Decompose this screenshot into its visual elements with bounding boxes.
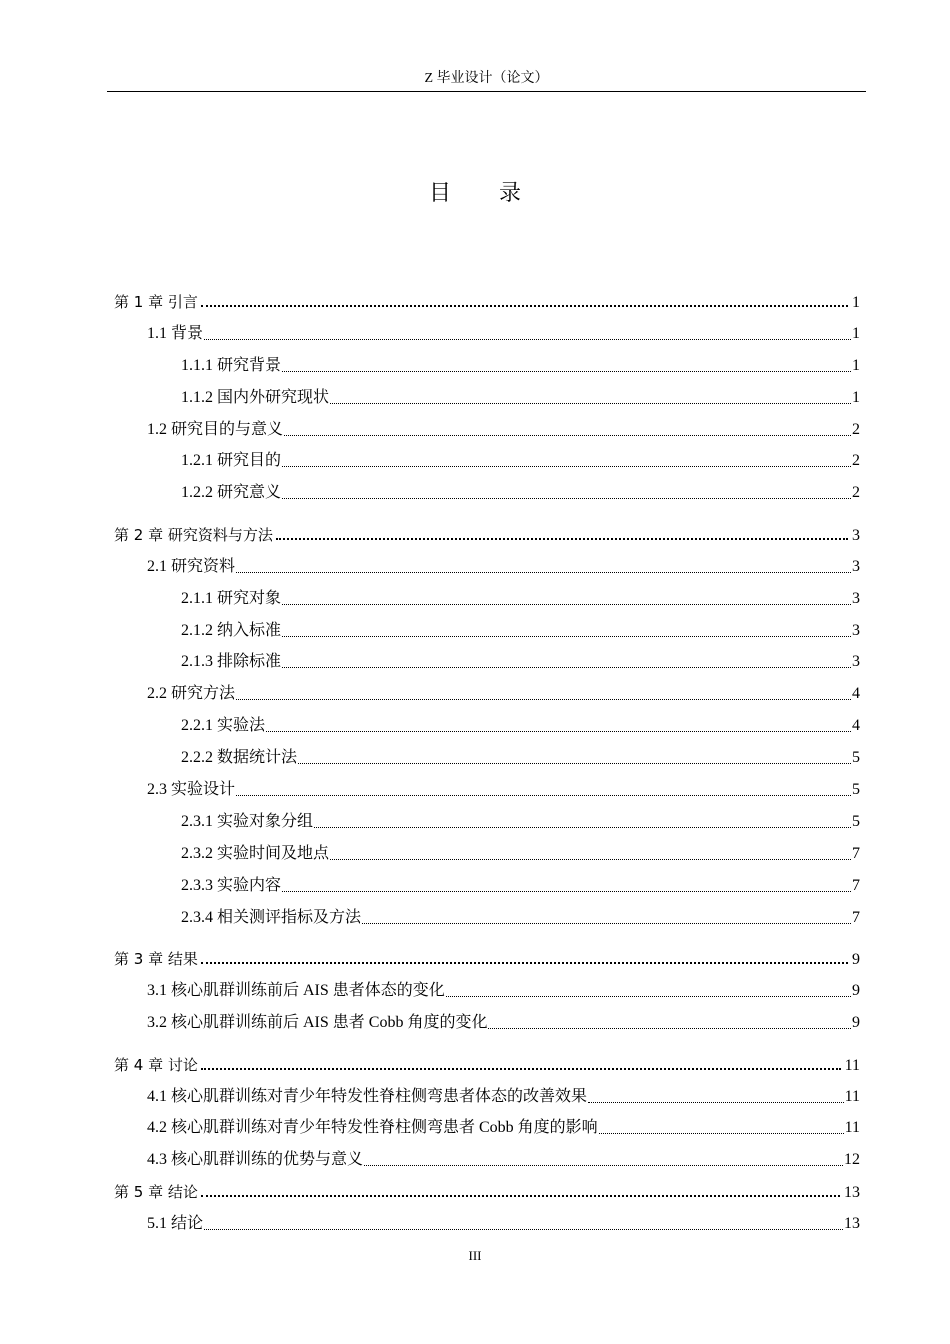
toc-dot-leader bbox=[599, 1127, 844, 1134]
toc-entry-page: 4 bbox=[852, 685, 860, 702]
toc-entry-label: 2.3.2 实验时间及地点 bbox=[181, 845, 330, 862]
toc-entry[interactable] bbox=[181, 714, 860, 738]
toc-dot-leader bbox=[362, 917, 851, 924]
toc-entry-label: 1.1 背景 bbox=[147, 325, 204, 342]
toc-entry-label: 第 4 章 讨论 bbox=[114, 1056, 198, 1074]
toc-entry-page: 3 bbox=[852, 527, 860, 544]
toc-entry[interactable] bbox=[147, 1148, 860, 1172]
toc-entry-label: 2.3.4 相关测评指标及方法 bbox=[181, 909, 362, 926]
toc-dot-leader bbox=[314, 821, 851, 828]
toc-entry[interactable] bbox=[147, 1116, 860, 1140]
toc-entry[interactable] bbox=[114, 947, 860, 971]
toc-dot-leader bbox=[282, 661, 851, 668]
toc-dot-leader bbox=[204, 333, 851, 340]
toc-dot-leader bbox=[284, 429, 851, 436]
toc-entry[interactable] bbox=[147, 555, 860, 579]
toc-dot-leader bbox=[201, 956, 848, 964]
toc-entry[interactable] bbox=[147, 1085, 860, 1109]
toc-entry-page: 3 bbox=[852, 590, 860, 607]
toc-dot-leader bbox=[282, 492, 851, 499]
toc-entry-page: 9 bbox=[852, 1014, 860, 1031]
toc-dot-leader bbox=[282, 598, 851, 605]
toc-entry-label: 第 3 章 结果 bbox=[114, 950, 198, 968]
toc-entry-page: 3 bbox=[852, 622, 860, 639]
toc-entry[interactable] bbox=[147, 1212, 860, 1236]
toc-dot-leader bbox=[330, 853, 851, 860]
toc-entry-label: 2.3.3 实验内容 bbox=[181, 877, 282, 894]
toc-entry-label: 5.1 结论 bbox=[147, 1215, 204, 1232]
toc-entry-label: 4.3 核心肌群训练的优势与意义 bbox=[147, 1151, 364, 1168]
toc-entry[interactable] bbox=[147, 322, 860, 346]
toc-entry-page: 2 bbox=[852, 452, 860, 469]
toc-entry-page: 11 bbox=[844, 1088, 860, 1105]
toc-entry[interactable] bbox=[147, 979, 860, 1003]
toc-entry-page: 4 bbox=[852, 717, 860, 734]
toc-dot-leader bbox=[364, 1159, 843, 1166]
toc-entry-label: 1.1.2 国内外研究现状 bbox=[181, 389, 330, 406]
toc-entry-label: 2.1.3 排除标准 bbox=[181, 653, 282, 670]
toc-entry-page: 1 bbox=[852, 357, 860, 374]
toc-entry-label: 2.2.2 数据统计法 bbox=[181, 749, 298, 766]
toc-entry-page: 2 bbox=[852, 484, 860, 501]
toc-entry-page: 1 bbox=[852, 389, 860, 406]
toc-entry[interactable] bbox=[181, 874, 860, 898]
toc-dot-leader bbox=[236, 693, 851, 700]
toc-entry-page: 13 bbox=[844, 1184, 860, 1201]
toc-entry-page: 1 bbox=[852, 294, 860, 311]
toc-entry-label: 第 1 章 引言 bbox=[114, 293, 198, 311]
toc-dot-leader bbox=[276, 532, 848, 540]
toc-title: 目录 bbox=[428, 181, 569, 206]
toc-entry-label: 2.1 研究资料 bbox=[147, 558, 236, 575]
toc-entry[interactable] bbox=[181, 906, 860, 930]
toc-dot-leader bbox=[201, 299, 848, 307]
page-header: Z 毕业设计（论文） bbox=[424, 71, 549, 86]
toc-entry-label: 第 5 章 结论 bbox=[114, 1183, 198, 1201]
toc-entry-page: 1 bbox=[852, 325, 860, 342]
toc-entry-page: 12 bbox=[844, 1151, 860, 1168]
toc-entry-label: 3.2 核心肌群训练前后 AIS 患者 Cobb 角度的变化 bbox=[147, 1014, 488, 1031]
toc-entry-label: 1.1.1 研究背景 bbox=[181, 357, 282, 374]
toc-entry[interactable] bbox=[114, 290, 860, 314]
toc-entry[interactable] bbox=[147, 1011, 860, 1035]
toc-entry-page: 11 bbox=[844, 1057, 860, 1074]
toc-entry-page: 5 bbox=[852, 749, 860, 766]
toc-entry-page: 7 bbox=[852, 845, 860, 862]
toc-entry-page: 13 bbox=[844, 1215, 860, 1232]
toc-entry-label: 1.2 研究目的与意义 bbox=[147, 421, 284, 438]
toc-entry[interactable] bbox=[181, 481, 860, 505]
toc-dot-leader bbox=[298, 757, 851, 764]
toc-entry[interactable] bbox=[181, 354, 860, 378]
toc-dot-leader bbox=[330, 397, 851, 404]
toc-entry-page: 7 bbox=[852, 877, 860, 894]
toc-entry-page: 11 bbox=[844, 1119, 860, 1136]
toc-entry-page: 9 bbox=[852, 982, 860, 999]
toc-dot-leader bbox=[201, 1062, 841, 1070]
toc-dot-leader bbox=[282, 630, 851, 637]
toc-entry[interactable] bbox=[181, 650, 860, 674]
toc-entry-label: 2.2 研究方法 bbox=[147, 685, 236, 702]
toc-dot-leader bbox=[204, 1223, 843, 1230]
toc-entry-label: 2.1.1 研究对象 bbox=[181, 590, 282, 607]
toc-entry[interactable] bbox=[147, 778, 860, 802]
toc-entry[interactable] bbox=[181, 386, 860, 410]
toc-dot-leader bbox=[488, 1022, 851, 1029]
toc-entry[interactable] bbox=[181, 810, 860, 834]
toc-entry[interactable] bbox=[114, 1053, 860, 1077]
toc-entry-label: 2.3.1 实验对象分组 bbox=[181, 813, 314, 830]
toc-entry-label: 2.2.1 实验法 bbox=[181, 717, 266, 734]
toc-entry-page: 7 bbox=[852, 909, 860, 926]
toc-dot-leader bbox=[236, 789, 851, 796]
toc-entry-label: 1.2.2 研究意义 bbox=[181, 484, 282, 501]
toc-entry-page: 5 bbox=[852, 781, 860, 798]
toc-entry-page: 9 bbox=[852, 951, 860, 968]
toc-entry[interactable] bbox=[181, 746, 860, 770]
toc-dot-leader bbox=[201, 1189, 840, 1197]
toc-entry-page: 3 bbox=[852, 653, 860, 670]
toc-entry[interactable] bbox=[147, 682, 860, 706]
toc-entry[interactable] bbox=[181, 619, 860, 643]
toc-entry[interactable] bbox=[147, 418, 860, 442]
toc-dot-leader bbox=[588, 1096, 844, 1103]
toc-entry-page: 5 bbox=[852, 813, 860, 830]
toc-entry[interactable] bbox=[181, 449, 860, 473]
toc-dot-leader bbox=[266, 725, 851, 732]
toc-entry-label: 3.1 核心肌群训练前后 AIS 患者体态的变化 bbox=[147, 982, 445, 999]
toc-entry-label: 2.3 实验设计 bbox=[147, 781, 236, 798]
toc-entry[interactable] bbox=[181, 842, 860, 866]
toc-entry-label: 4.2 核心肌群训练对青少年特发性脊柱侧弯患者 Cobb 角度的影响 bbox=[147, 1119, 598, 1136]
page-number: III bbox=[468, 1248, 482, 1263]
toc-entry-page: 2 bbox=[852, 421, 860, 438]
toc-dot-leader bbox=[236, 566, 851, 573]
toc-dot-leader bbox=[446, 990, 851, 997]
toc-entry-label: 1.2.1 研究目的 bbox=[181, 452, 282, 469]
toc-entry-page: 3 bbox=[852, 558, 860, 575]
toc-entry[interactable] bbox=[181, 587, 860, 611]
toc-entry-label: 4.1 核心肌群训练对青少年特发性脊柱侧弯患者体态的改善效果 bbox=[147, 1088, 588, 1105]
toc-entry-label: 第 2 章 研究资料与方法 bbox=[114, 526, 273, 544]
toc-entry[interactable] bbox=[114, 523, 860, 547]
toc-dot-leader bbox=[282, 365, 851, 372]
toc-dot-leader bbox=[282, 885, 851, 892]
toc-entry-label: 2.1.2 纳入标准 bbox=[181, 622, 282, 639]
toc-dot-leader bbox=[282, 460, 851, 467]
toc-entry[interactable] bbox=[114, 1180, 860, 1204]
